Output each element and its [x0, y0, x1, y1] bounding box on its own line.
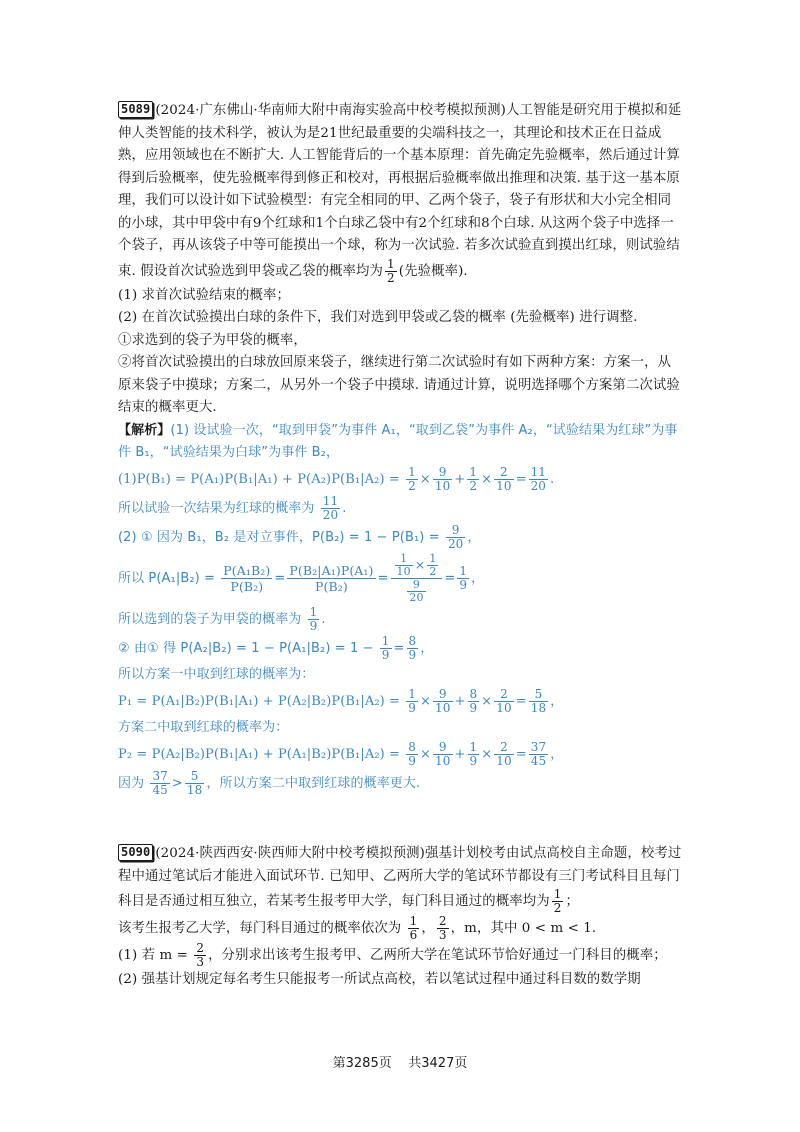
page-total: 共3427页: [408, 1056, 468, 1071]
solution-step-2a: (2) ① 因为 B₁，B₂ 是对立事件，P(B₂) = 1 − P(B₁) = $\frac{9}{20}$ ，: [118, 522, 481, 551]
question-number-badge: 5089: [118, 101, 153, 118]
solution-intro: 【解析】(1) 设试验一次，“取到甲袋”为事件 A₁，“取到乙袋”为事件 A₂，“试验结果为红球”为事件 B₁，“试验结果为白球”为事件 B₂，: [118, 422, 678, 460]
solution-step-2-conclusion: 所以选到的袋子为甲袋的概率为 $\frac{1}{9}$ .: [118, 604, 326, 633]
fraction-half: $\frac{1}{2}$: [387, 256, 395, 285]
solution-step-3a: ② 由① 得 P(A₂|B₂) = 1 − P(A₁|B₂) = 1 − $\frac{1}{9}$ = $\frac{8}{9}$ ，: [118, 633, 434, 662]
solution-step-3c: 方案二中取到红球的概率为：: [118, 719, 289, 735]
question-5089-stem: 5089 (2024·广东佛山·华南师大附中南海实验高中校考模拟预测)人工智能是研究用于模拟和延伸人类智能的技术科学，被认为是21世纪最重要的尖端科技之一，其理论和技术正在日益成熟，应用领域也在不断扩大. 人工智能背后的一个基本原理：首先确定先验概率，然后通过计算得到后验概率，使先验概率得到修正和校对，再根据后验概率做出推理和决策. 基于这一基本原理，我们可以设计如下试验模型：有完全相同的甲、乙两个袋子，袋子有形状和大小完全相同的小球，其中甲袋中有9个红球和1个白球乙袋中有2个红球和8个白球. 从这两个袋子中选择一个袋子，再从该袋子中等可能摸出一个球，称为一次试验. 若多次试验直到摸出红球，则试验结束. 假设首次试验选到甲袋或乙袋的概率均为 $\frac{1}{2}$ (先验概率).: [118, 102, 682, 285]
question-number-badge: 5090: [118, 844, 153, 861]
question-5089: [118, 100, 683, 799]
solution-step-3-p1: P₁ = P(A₁|B₂)P(B₁|A₁) + P(A₂|B₂)P(B₁|A₂) = $\frac{1}{9}$ × $\frac{9}{10}$ + $\frac{8}{9}$ × $\frac{2}{10}$ = $\frac{5}{18}$ ，: [118, 686, 564, 715]
question-stem-text: 人工智能是研究用于模拟和延伸人类智能的技术科学，被认为是21世纪最重要的尖端科技之一，其理论和技术正在日益成熟，应用领域也在不断扩大. 人工智能背后的一个基本原理：首先确定先验概率，然后通过计算得到后验概率，使先验概率得到修正和校对，再根据后验概率做出推理和决策. 基于这一基本原理，我们可以设计如下试验模型：有完全相同的甲、乙两个袋子，袋子有形状和大小完全相同的小球，其中甲袋中有9个红球和1个白球乙袋中有2个红球和8个白球. 从这两个袋子中选择一个袋子，再从该袋子中等可能摸出一个球，称为一次试验. 若多次试验直到摸出红球，则试验结束. 假设首次试验选到甲袋或乙袋的概率均为: [118, 103, 682, 279]
solution-step-3-conclusion: 因为 $\frac{37}{45}$ > $\frac{5}{18}$ ，所以方案二中取到红球的概率更大.: [118, 768, 421, 797]
solution-step-3b: 所以方案一中取到红球的概率为：: [118, 666, 315, 682]
solution-block: [118, 420, 683, 797]
sub-question-1: (1) 若 m = $\frac{2}{3}$ ，分别求出该考生报考甲、乙两所大学在笔试环节恰好通过一门科目的概率；: [118, 941, 667, 969]
sub-question-1: (1) 求首次试验结束的概率；: [118, 287, 291, 303]
question-stem-text: 强基计划校考由试点高校自主命题，校考过程中通过笔试后才能进入面试环节. 已知甲、乙两所大学的笔试环节都设有三门考试科目且每门科目是否通过相互独立，若某考生报考甲大学，每门科目通过的概率均为: [118, 846, 682, 909]
solution-step-2b: 所以 P(A₁|B₂) = $\frac{\text{P(A₁B₂)}}{\text{P(B₂)}}$ = $\frac{\text{P(B₂|A₁)P(A₁)}}{\text{P(B₂)}}$ = $\frac{1}{10}$ × $\frac{1}{2}$ $\frac{9}{20}$ = $\frac{1}{9}$ ，: [118, 551, 485, 604]
question-5090: [118, 843, 683, 992]
question-source: (2024·广东佛山·华南师大附中南海实验高中校考模拟预测): [155, 103, 506, 118]
solution-step-1: (1)P(B₁) = P(A₁)P(B₁|A₁) + P(A₂)P(B₁|A₂) = $\frac{1}{2}$ × $\frac{9}{10}$ + $\frac{1}{2}$ × $\frac{2}{10}$ = $\frac{11}{20}$ .: [118, 464, 555, 493]
page-footer: [0, 1052, 800, 1071]
question-5090-stem: 5090 (2024·陕西西安·陕西师大附中校考模拟预测)强基计划校考由试点高校自主命题，校考过程中通过笔试后才能进入面试环节. 已知甲、乙两所大学的笔试环节都设有三门考试科目且每门科目是否通过相互独立，若某考生报考甲大学，每门科目通过的概率均为 $\frac{1}{2}$ ；: [118, 845, 682, 915]
sub-question-2: (2) 强基计划规定每名考生只能报考一所试点高校，若以笔试过程中通过科目数的数学期: [118, 972, 641, 987]
sub-question-2b: ②将首次试验摸出的白球放回原来袋子，继续进行第二次试验时有如下两种方案：方案一，从原来袋子中摸球；方案二，从另外一个袋子中摸球. 请通过计算，说明选择哪个方案第二次试验结束的概率更大.: [118, 355, 680, 415]
page-number: 第3285页: [332, 1056, 392, 1071]
sub-question-2a: ①求选到的袋子为甲袋的概率，: [118, 332, 307, 348]
question-source: (2024·陕西西安·陕西师大附中校考模拟预测): [155, 846, 426, 861]
solution-step-3-p2: P₂ = P(A₂|B₂)P(B₁|A₁) + P(A₁|B₂)P(B₁|A₂) = $\frac{8}{9}$ × $\frac{9}{10}$ + $\frac{1}{9}$ × $\frac{2}{10}$ = $\frac{37}{45}$ ，: [118, 739, 564, 768]
question-5090-line2: 该考生报考乙大学，每门科目通过的概率依次为 $\frac{1}{6}$ ， $\frac{2}{3}$ ，m，其中 0 < m < 1.: [118, 914, 597, 942]
analysis-tag: 【解析】: [118, 422, 171, 438]
solution-step-1-conclusion: 所以试验一次结果为红球的概率为 $\frac{11}{20}$ .: [118, 493, 347, 522]
sub-question-2: (2) 在首次试验摸出白球的条件下，我们对选到甲袋或乙袋的概率 (先验概率) 进行调整.: [118, 310, 638, 325]
fraction-half: $\frac{1}{2}$: [553, 887, 562, 915]
